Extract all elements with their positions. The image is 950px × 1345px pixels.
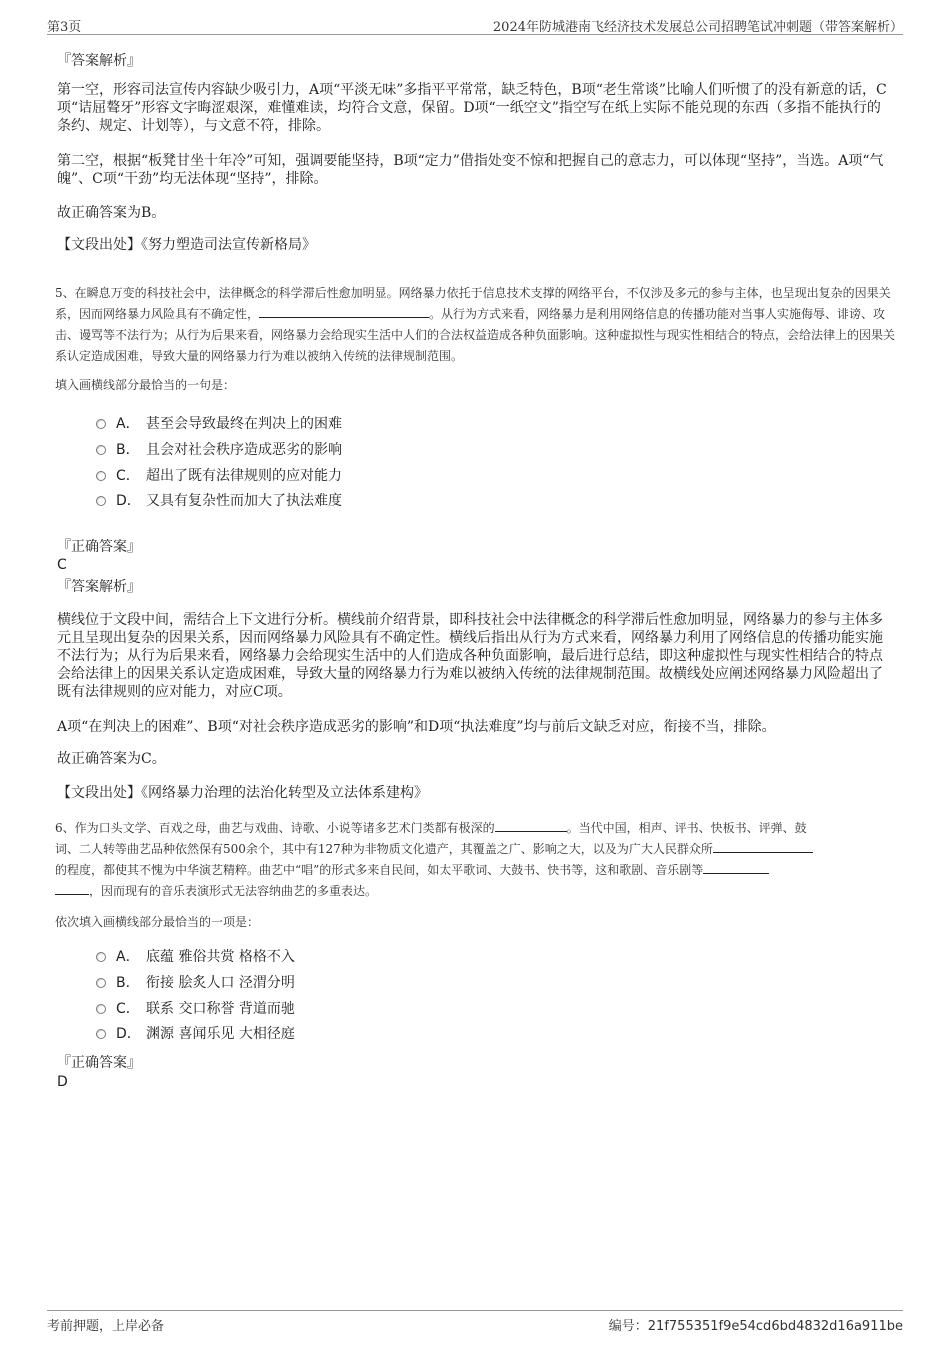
radio-icon[interactable]	[96, 1004, 106, 1014]
q4-source: 【文段出处】《努力塑造司法宣传新格局》	[57, 237, 316, 253]
radio-icon[interactable]	[96, 419, 106, 429]
q6-blank-3-continued	[55, 882, 89, 895]
document-code: 编号：21f755351f9e54cd6bd4832d16a911be	[608, 1319, 903, 1334]
q5-conclusion: 故正确答案为C。	[57, 751, 166, 767]
radio-icon[interactable]	[96, 445, 106, 455]
q5-stem	[55, 283, 895, 367]
q5-stem-part-1: 5、在瞬息万变的科技社会中，法律概念的科学滞后性愈加明显。网络暴力依托于信息技术支撑的网络平台，不仅涉及多元的参与主体，也呈现出复杂的因果关系，因而网络暴力风险具有不确定性，	[55, 286, 891, 321]
q5-blank	[259, 305, 429, 318]
q4-analysis-paragraph-1: 第一空，形容司法宣传内容缺少吸引力，A项“平淡无味”多指平平常常，缺乏特色，B项“老生常谈”比喻人们听惯了的没有新意的话，C项“诘屈聱牙”形容文字晦涩艰深，难懂难读，均符合文意，保留。D项“一纸空文”指空写在纸上实际不能兑现的东西（多指不能执行的条约、规定、计划等），与文意不符，排除。	[57, 82, 887, 134]
q6-option-d[interactable]: D． 渊源 喜闻乐见 大相径庭	[96, 1023, 295, 1045]
q5-option-b[interactable]: B． 且会对社会秩序造成恶劣的影响	[96, 439, 342, 461]
q5-prompt: 填入画横线部分最恰当的一句是：	[55, 378, 236, 392]
q5-analysis-paragraph-1: 横线位于文段中间，需结合上下文进行分析。横线前介绍背景，即科技社会中法律概念的科学滞后性愈加明显，网络暴力的参与主体多元且呈现出复杂的因果关系，因而网络暴力风险具有不确定性。横线后指出从行为方式来看，网络暴力利用了网络信息的传播功能实施不法行为；从行为后果来看，网络暴力会给现实生活中的人们造成各种负面影响，最后进行总结，即这种虚拟性与现实性相结合的特点会给法律上的因果关系认定造成困难，导致大量的网络暴力行为难以被纳入传统的法律规制范围。故横线处应阐述网络暴力风险超出了既有法律规则的应对能力，对应C项。	[57, 612, 883, 700]
q6-option-a[interactable]: A． 底蕴 雅俗共赏 格格不入	[96, 946, 295, 968]
q6-stem: 6、作为口头文学、百戏之母，曲艺与戏曲、诗歌、小说等诸多艺术门类都有极深的 。当代中国，相声、评书、快板书、评弹、鼓 词、二人转等曲艺品种依然保有500余个，其中有127种为非物质文化遗产，其覆盖之广、影响之大，以及为广大人民群众所 的程度，都使其不愧为中华演艺精粹。曲艺中“唱”的形式多来自民间，如太平歌词、大鼓书、快书等，这和歌剧、音乐剧等 ，因而现有的音乐表演形式无法容纳曲艺的多重表达。	[55, 818, 895, 902]
page-footer	[47, 1310, 903, 1333]
q5-analysis-label: 『答案解析』	[57, 579, 141, 595]
radio-icon[interactable]	[96, 952, 106, 962]
q4-conclusion: 故正确答案为B。	[57, 205, 166, 221]
q6-blank-1	[495, 819, 567, 832]
q4-analysis-label: 『答案解析』	[57, 53, 141, 69]
page-header	[47, 14, 903, 35]
radio-icon[interactable]	[96, 978, 106, 988]
q6-correct-label: 『正确答案』	[57, 1055, 141, 1071]
radio-icon[interactable]	[96, 496, 106, 506]
radio-icon[interactable]	[96, 471, 106, 481]
q6-blank-3	[703, 861, 769, 874]
radio-icon[interactable]	[96, 1029, 106, 1039]
q5-correct-label: 『正确答案』	[57, 539, 141, 555]
document-title: 2024年防城港南飞经济技术发展总公司招聘笔试冲刺题（带答案解析）	[492, 20, 903, 35]
q6-prompt: 依次填入画横线部分最恰当的一项是：	[55, 915, 260, 929]
q6-blank-2	[713, 840, 813, 853]
q5-correct-answer: C	[57, 557, 67, 573]
q6-option-c[interactable]: C． 联系 交口称誉 背道而驰	[96, 998, 295, 1020]
q5-analysis-paragraph-2: A项“在判决上的困难”、B项“对社会秩序造成恶劣的影响”和D项“执法难度”均与前后文缺乏对应，衔接不当，排除。	[57, 719, 776, 735]
q5-source: 【文段出处】《网络暴力治理的法治化转型及立法体系建构》	[57, 785, 428, 801]
q6-option-b[interactable]: B． 衔接 脍炙人口 泾渭分明	[96, 972, 295, 994]
footer-slogan: 考前押题，上岸必备	[47, 1319, 165, 1334]
q6-correct-answer: D	[57, 1074, 68, 1090]
q5-stem-part-2: 。从行为方式来看，网络暴力是利用网络信息的传播功能对当事人实施侮辱、诽谤、攻击、谩骂等不法行为；从行为后果来看，网络暴力会给现实生活中人们的合法权益造成各种负面影响。这种虚拟性与现实性相结合的特点，会给法律上的因果关系认定造成困难，导致大量的网络暴力行为难以被纳入传统的法律规制范围。	[55, 307, 896, 363]
q4-analysis-paragraph-2: 第二空，根据“板凳甘坐十年冷”可知，强调要能坚持，B项“定力”借指处变不惊和把握自己的意志力，可以体现“坚持”，当选。A项“气魄”、C项“干劲”均无法体现“坚持”，排除。	[57, 153, 884, 187]
page-number: 第3页	[47, 20, 82, 35]
q5-option-d[interactable]: D． 又具有复杂性而加大了执法难度	[96, 490, 342, 512]
q5-option-c[interactable]: C． 超出了既有法律规则的应对能力	[96, 465, 342, 487]
q5-option-a[interactable]: A． 甚至会导致最终在判决上的困难	[96, 413, 342, 435]
